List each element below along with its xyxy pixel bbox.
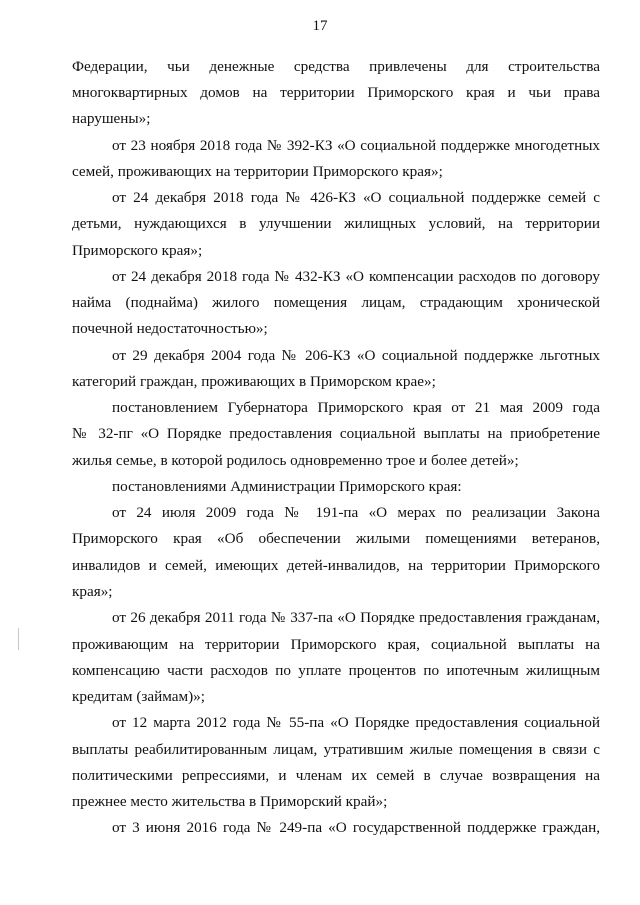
text-line: от 23 ноября 2018 года № 392-КЗ «О социальной поддержке многодетных: [112, 137, 600, 154]
text-line: от 26 декабря 2011 года № 337-па «О Порядке предоставления гражданам,: [112, 609, 600, 626]
text-line: от 24 июля 2009 года № 191-па «О мерах по реализации Закона: [112, 504, 600, 521]
text-line: многоквартирных домов на территории Приморского края и чьи права: [72, 84, 600, 101]
text-line: № 32-пг «О Порядке предоставления социальной выплаты на приобретение: [72, 425, 600, 442]
margin-mark: [18, 628, 19, 650]
text-line: от 24 декабря 2018 года № 426-КЗ «О социальной поддержке семей с: [112, 189, 600, 206]
text-line: жилья семье, в которой родилось одновременно трое и более детей»;: [72, 452, 519, 469]
text-line: выплаты реабилитированным лицам, утратившим жилые помещения в связи с: [72, 741, 600, 758]
text-line: от 29 декабря 2004 года № 206-КЗ «О социальной поддержке льготных: [112, 347, 600, 364]
text-line: Приморского края»;: [72, 242, 203, 259]
text-line: постановлением Губернатора Приморского края от 21 мая 2009 года: [112, 399, 600, 416]
page-number: 17: [312, 18, 328, 34]
text-line: прежнее место жительства в Приморский край»;: [72, 793, 388, 810]
text-line: политическими репрессиями, и членам их семей в случае возвращения на: [72, 767, 600, 784]
text-line: почечной недостаточностью»;: [72, 320, 268, 337]
text-line: компенсацию части расходов по уплате процентов по ипотечным жилищным: [72, 662, 600, 679]
text-line: найма (поднайма) жилого помещения лицам, страдающим хронической: [72, 294, 600, 311]
text-line: Федерации, чьи денежные средства привлечены для строительства: [72, 58, 600, 75]
text-line: от 24 декабря 2018 года № 432-КЗ «О компенсации расходов по договору: [112, 268, 600, 285]
text-line: категорий граждан, проживающих в Приморском крае»;: [72, 373, 436, 390]
text-line: от 12 марта 2012 года № 55-па «О Порядке предоставления социальной: [112, 714, 600, 731]
text-line: постановлениями Администрации Приморского края:: [112, 478, 462, 495]
text-line: от 3 июня 2016 года № 249-па «О государственной поддержке граждан,: [112, 819, 600, 836]
text-line: кредитам (займам)»;: [72, 688, 205, 705]
text-line: семей, проживающих на территории Приморского края»;: [72, 163, 443, 180]
text-line: нарушены»;: [72, 110, 151, 127]
text-line: проживающим на территории Приморского края, социальной выплаты на: [72, 636, 600, 653]
text-line: края»;: [72, 583, 113, 600]
text-line: инвалидов и семей, имеющих детей-инвалидов, на территории Приморского: [72, 557, 600, 574]
text-line: Приморского края «Об обеспечении жилыми помещениями ветеранов,: [72, 530, 600, 547]
text-line: детьми, нуждающихся в улучшении жилищных условий, на территории: [72, 215, 600, 232]
